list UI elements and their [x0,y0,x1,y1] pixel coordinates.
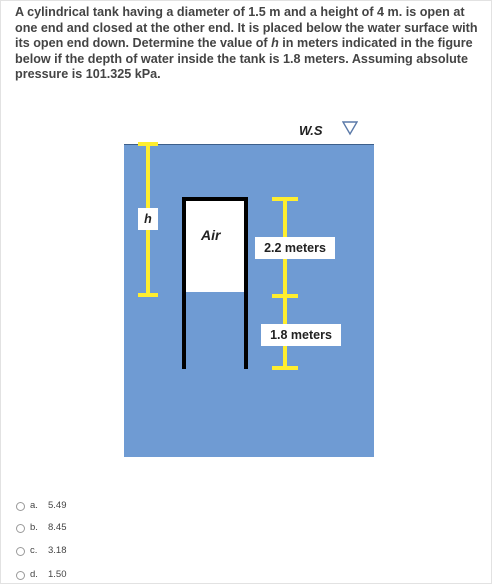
option-value: 1.50 [48,569,67,580]
water-surface-triangle-icon [342,120,358,136]
upper-dimension-label: 2.2 meters [255,237,335,259]
tank-left-wall [182,197,186,369]
tank-top-wall [182,197,248,201]
air-label: Air [201,227,221,243]
lower-dimension-label: 1.8 meters [261,324,341,346]
radio-button[interactable] [16,547,25,556]
option-value: 8.45 [48,522,67,533]
option-letter: c. [30,545,38,556]
question-text [15,5,483,83]
water-surface-line [124,144,374,145]
option-value: 5.49 [48,500,67,511]
option-letter: b. [30,522,38,533]
water-body [124,144,374,457]
question-text-before: A cylindrical tank having a diameter of 1.5 m and a height of 4 m. is open at one end and closed at the other end. It is placed below the water surface with its open end down. Determine the value of [15,5,478,50]
question-variable: h [271,36,279,50]
figure-air-above-surface [124,92,374,144]
option-value: 3.18 [48,545,67,556]
h-dimension-bottom-tick [138,293,158,297]
air-pocket [185,199,247,292]
option-letter: a. [30,500,38,511]
radio-button[interactable] [16,524,25,533]
water-surface-label: W.S [299,123,323,138]
tank-figure [124,92,374,457]
question-text-after: in meters indicated in the figure below if the depth of water inside the tank is 1.8 meters. Assuming absolute pressure is 101.325 kPa. [15,36,473,81]
radio-button[interactable] [16,571,25,580]
h-label: h [138,208,158,230]
radio-button[interactable] [16,502,25,511]
tank-right-wall [244,197,248,369]
option-letter: d. [30,569,38,580]
lower-dimension-bottom-tick [272,366,298,370]
